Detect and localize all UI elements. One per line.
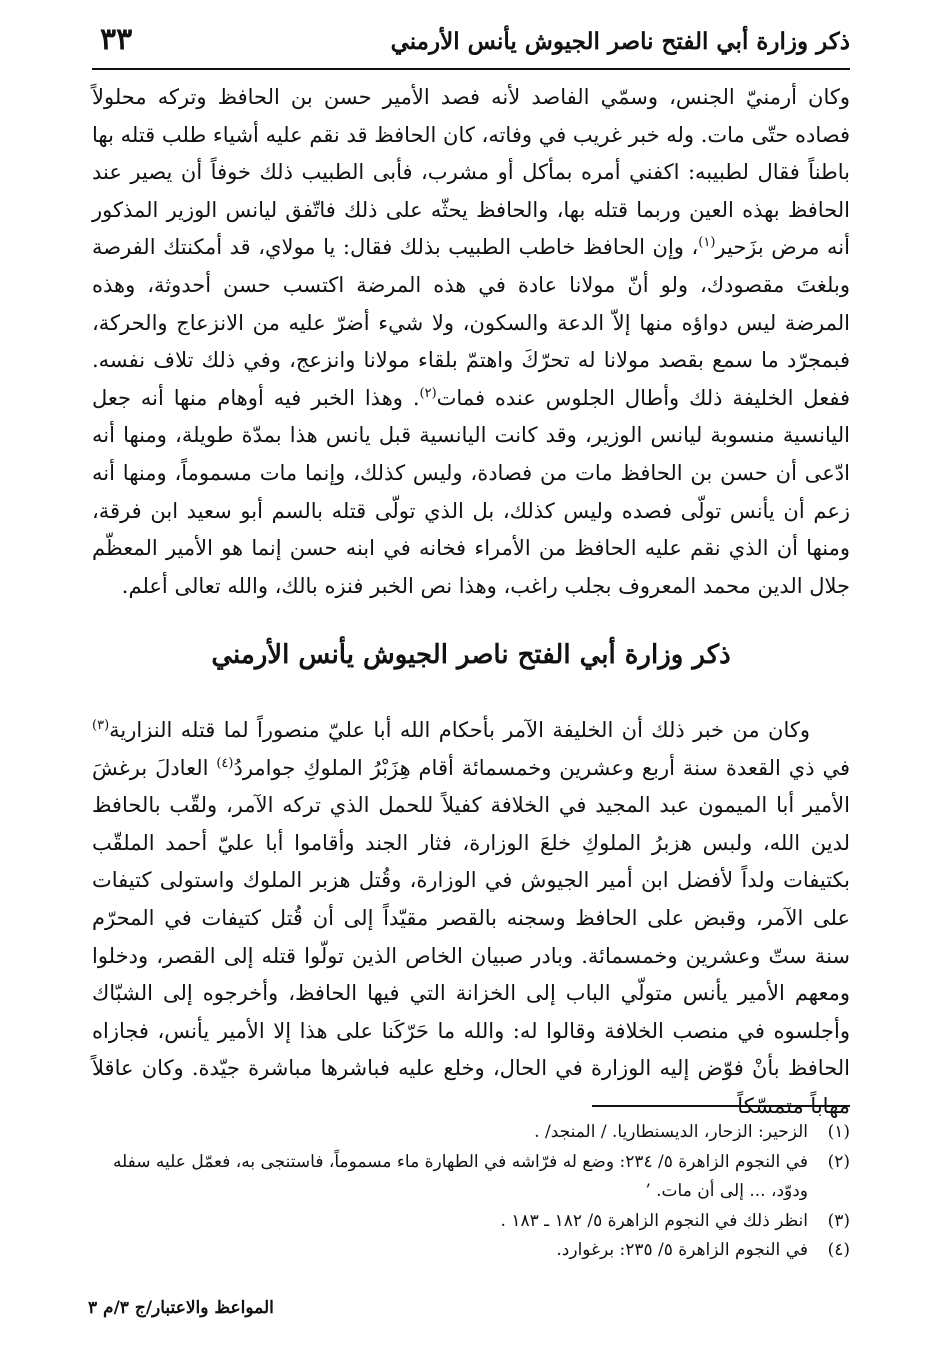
header-rule — [92, 68, 850, 70]
footnote-separator — [592, 1105, 850, 1107]
paragraph-1-text-2: ، وإن الحافظ خاطب الطبيب بذلك فقال: يا مولاي، قد أمكنتك الفرصة وبلغتَ مقصودك، ولو أنّ مولانا عادة في هذه المرضة اكتسب حسن أحدوثة، وهذه المرضة ليس دواؤه منها إلاّ الدعة والسكون، ولا شيء أضرّ عليه من الانزعاج والحركة، فبمجرّد ما سمع بقصد مولانا له تحرّكَ واهتمّ بلقاء مولانا وانزعج، وفي ذلك تلاف نفسه. ففعل الخليفة ذلك وأطال الجلوس عنده فمات — [92, 235, 851, 410]
paragraph-2 — [92, 712, 850, 1126]
paragraph-2-text-1: وكان من خبر ذلك أن الخليفة الآمر بأحكام الله أبا عليّ منصوراً لما قتله النزارية — [109, 718, 810, 742]
footnote-number: (١) — [827, 1122, 850, 1142]
paragraph-1-text-1: وكان أرمنيّ الجنس، وسمّي الفاصد لأنه فصد الأمير حسن بن الحافظ وتركه محلولاً فصاده حتّى مات. وله خبر غريب في وفاته، كان الحافظ قد نقم عليه أشياء طلب قتله بها باطناً فقال لطبيبه: اكفني أمره بمأكل أو مشرب، فأبى الطبيب ذلك خوفاً أن يصير عند الحافظ بهذه العين وربما قتله بها، والحافظ يحثّه على ذلك فاتّفق ليانس الوزير المذكور أنه مرض بزَحير — [92, 85, 850, 260]
footnote-number: (٢) — [827, 1151, 850, 1172]
footnote-number: (٣) — [827, 1210, 850, 1231]
footnote-number: (٤) — [827, 1240, 850, 1260]
footnote-text: في النجوم الزاهرة ٥/ ٢٣٥: برغوارد. — [556, 1240, 808, 1260]
footnotes — [92, 1118, 850, 1266]
footnote-4 — [92, 1236, 850, 1266]
section-title: ذكر وزارة أبي الفتح ناصر الجيوش يأنس الأرمني — [211, 640, 731, 670]
paragraph-2-text-3: العادلَ برغشَ الأمير أبا الميمون عبد المجيد في الخلافة كفيلاً للحمل الذي تركه الآمر، ولقّب بالحافظ لدين الله، ولبس هزبرُ الملوكِ خلعَ الوزارة، فثار الجند وأقاموا أبا عليّ أحمد الملقّب بكتيفات ولداً لأفضل ابن أمير الجيوش في الوزارة، وقُتل هزبر الملوك واستولى كتيفات على الآمر، وقبض على الحافظ وسجنه بالقصر مقيّداً إلى أن قُتل كتيفات في المحرّم سنة ستّ وعشرين وخمسمائة. وبادر صبيان الخاص الذين تولّوا قتله إلى القصر، ودخلوا ومعهم الأمير يأنس متولّي الباب إلى الخزانة التي فيها الحافظ، وأخرجوه إلى الشبّاك وأجلسوه في منصب الخلافة وقالوا له: والله ما حَرّكَنا على هذا إلا الأمير يأنس، فجازاه الحافظ بأنْ فوّض إليه الوزارة في الحال، وخلع عليه فباشرها مباشرة جيّدة. وكان عاقلاً مهاباً متمسّكاً — [92, 755, 850, 1118]
footnote-3 — [92, 1207, 850, 1237]
footnote-ref-3: (٣) — [92, 718, 110, 733]
footnote-2 — [92, 1148, 850, 1207]
paragraph-2-text-2: في ذي القعدة سنة أربع وعشرين وخمسمائة أقام هِزَبْرُ الملوكِ جوامردُ — [233, 755, 850, 780]
paragraph-1 — [92, 79, 850, 605]
page-number: ٣٣ — [100, 22, 133, 57]
paragraph-1-text-3: . وهذا الخبر فيه أوهام منها أنه جعل اليانسية منسوبة ليانس الوزير، وقد كانت اليانسية قبل يانس هذا بمدّة طويلة، ومنها أنه ادّعى أن حسن بن الحافظ مات من فصادة، وليس كذلك، وإنما مات مسموماً، ومنها أنه زعم أن يأنس تولّى فصده وليس كذلك، بل الذي تولّى قتله بالسم أبو سعيد ابن فرقة، ومنها أن الذي نقم عليه الحافظ من الأمراء فخانه في ابنه حسن إنما هو الأمير المعظّم جلال الدين محمد المعروف بجلب راغب، وهذا نص الخبر فنزه بالك، والله تعالى أعلم. — [92, 385, 850, 598]
footnote-text: الزحير: الزحار، الديسنطاريا. / المنجد/ . — [534, 1122, 808, 1142]
footnote-1 — [92, 1118, 850, 1148]
volume-signature: المواعظ والاعتبار/ج ٣/م ٣ — [88, 1298, 274, 1318]
footnote-ref-1: (١) — [698, 235, 716, 251]
page-header — [92, 22, 850, 72]
footnote-text: انظر ذلك في النجوم الزاهرة ٥/ ١٨٢ ـ ١٨٣ . — [500, 1210, 808, 1231]
footnote-ref-2: (٢) — [419, 385, 437, 401]
running-title: ذكر وزارة أبي الفتح ناصر الجيوش يأنس الأرمني — [390, 28, 850, 55]
footnote-ref-4: (٤) — [216, 755, 234, 771]
footnote-text: في النجوم الزاهرة ٥/ ٢٣٤: وضع له فرّاشه في الطهارة ماء مسموماً، فاستنجى به، فعمّل عليه سفله ودوّد، ... إلى أن مات. ’ — [112, 1151, 808, 1201]
